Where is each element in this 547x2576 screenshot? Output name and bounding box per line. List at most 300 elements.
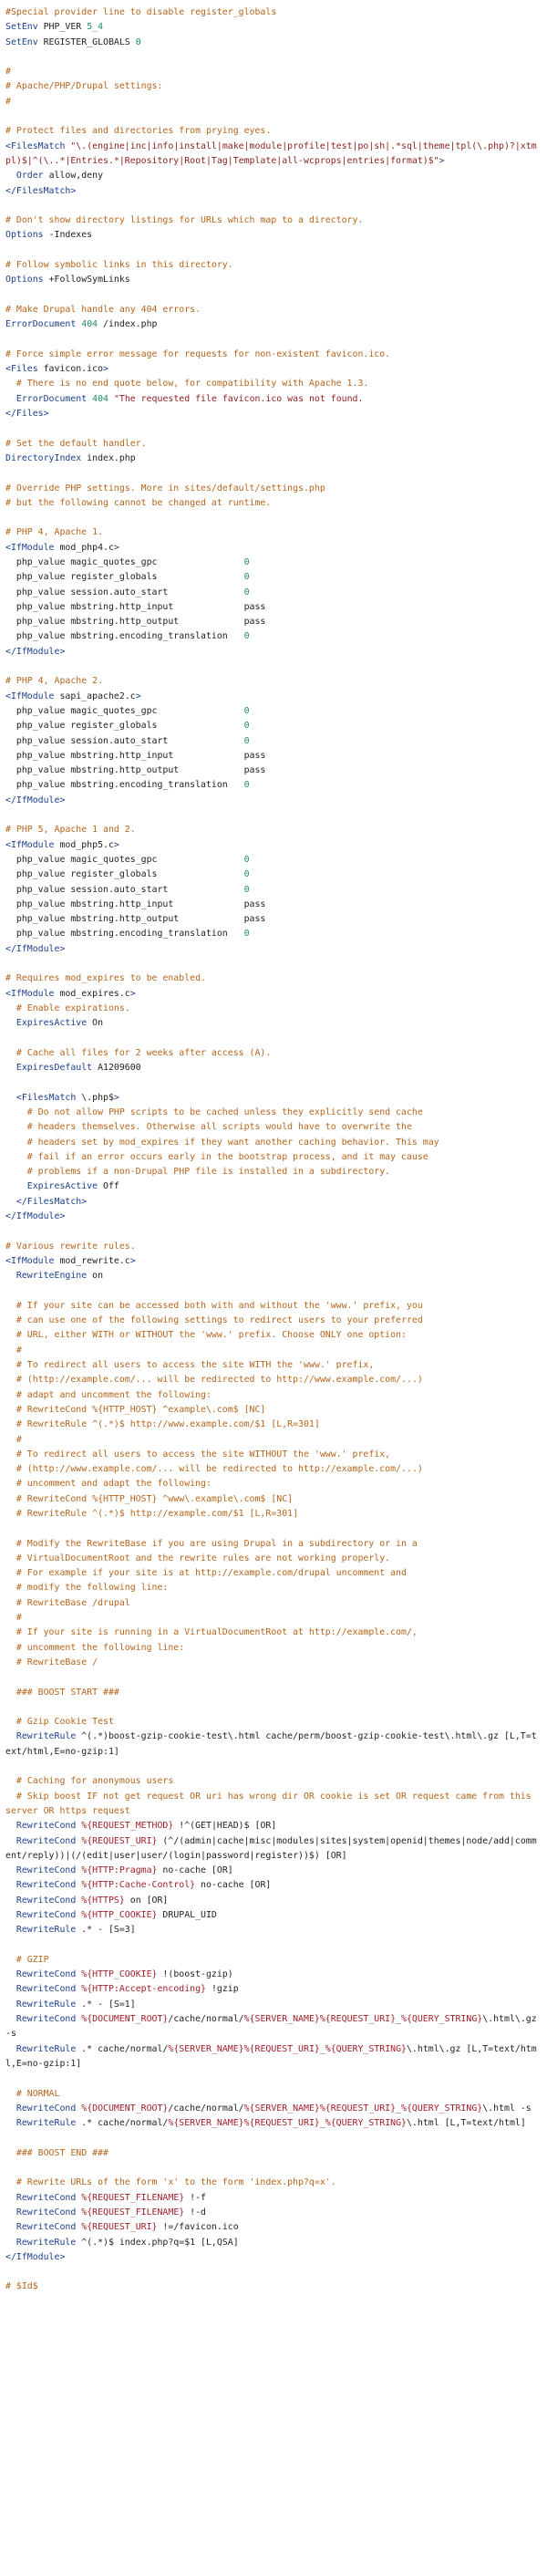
code-token-variable: %{REQUEST_METHOD} (81, 1821, 174, 1832)
code-token-text (5, 1539, 16, 1549)
code-token-directive: </IfModule> (5, 795, 66, 805)
code-line (5, 794, 542, 808)
code-token-directive: RewriteCond (15, 1895, 77, 1906)
code-token-text: php_value session.auto_start (5, 587, 244, 597)
code-token-variable: %{HTTP:Accept-encoding} (81, 1984, 206, 1995)
code-line (5, 541, 542, 556)
code-token-text (5, 1330, 16, 1340)
code-token-comment: # (15, 1434, 22, 1445)
code-token-directive: </IfModule> (5, 943, 66, 954)
code-line (5, 570, 542, 585)
code-token-directive: RewriteRule (15, 1999, 77, 2010)
code-token-text (5, 1984, 16, 1994)
code-token-string: "The requested file favicon.ico was not found. (113, 393, 364, 404)
code-token-comment: # problems if a non-Drupal PHP file is installed in a subdirectory. (26, 1167, 391, 1178)
code-token-directive: ExpiresDefault (15, 1063, 93, 1074)
code-line (5, 288, 542, 303)
code-line (5, 377, 542, 391)
code-token-comment: # Follow symbolic links in this directory. (5, 260, 233, 271)
code-token-comment: # uncomment the following line: (15, 1642, 185, 1653)
code-token-number: 0 (135, 36, 141, 47)
code-token-comment: # RewriteCond %{HTTP_HOST} ^www\.example\.com$ [NC] (15, 1493, 294, 1504)
code-line (5, 258, 542, 273)
code-token-text: .* cache/normal/ (76, 2118, 169, 2129)
code-token-text: REGISTER_GLOBALS (37, 36, 136, 47)
code-token-text (5, 1152, 27, 1162)
code-token-comment: # uncomment and adapt the following: (15, 1479, 212, 1490)
code-token-text: \.html\.gz [L,T=text/html,E=no-gzip:1] (5, 2043, 537, 2069)
code-line (5, 95, 542, 109)
code-token-text: allow,deny (43, 171, 104, 182)
code-line (5, 942, 542, 957)
code-token-text: ^(.*)boost-gzip-cookie-test\.html cache/perm/boost-gzip-cookie-test\.html\.gz [L,T=text/html,E=no-gzip:1] (5, 1731, 537, 1757)
code-line (5, 1626, 542, 1640)
code-token-text: /cache/normal/ (168, 2103, 244, 2114)
code-token-text (5, 1494, 16, 1504)
code-line (5, 1537, 542, 1552)
code-line (5, 140, 542, 170)
code-token-comment: # but the following cannot be changed at runtime. (5, 497, 272, 508)
code-line (5, 629, 542, 644)
code-token-text (5, 1969, 16, 1979)
code-token-text: sapi_apache2.c (54, 691, 136, 701)
code-token-text (5, 1435, 16, 1445)
code-token-comment: # NORMAL (15, 2088, 60, 2099)
code-token-text (5, 1390, 16, 1400)
code-token-text (5, 1731, 16, 1741)
code-line (5, 1195, 542, 1210)
code-token-comment: # Protect files and directories from prying eyes. (5, 126, 272, 137)
code-token-variable: %{QUERY_STRING} (401, 2103, 483, 2114)
code-token-directive: > (113, 542, 119, 553)
code-token-comment: # (15, 1345, 22, 1356)
code-line (5, 1299, 542, 1314)
code-token-text (5, 1598, 16, 1608)
code-token-text: php_value session.auto_start (5, 884, 244, 895)
code-line (5, 20, 542, 35)
code-line (5, 645, 542, 660)
code-token-text (5, 1613, 16, 1623)
code-token-variable: %{HTTP:Cache-Control} (81, 1880, 196, 1891)
code-token-text: mod_rewrite.c (54, 1255, 130, 1266)
code-token-number: 0 (243, 884, 250, 895)
code-token-text: Off (98, 1181, 119, 1192)
code-line (5, 1418, 542, 1432)
code-token-directive: </IfModule> (5, 1211, 66, 1222)
code-token-text: php_value register_globals (5, 869, 244, 880)
code-token-directive: <IfModule (5, 691, 55, 701)
code-token-directive: </FilesMatch> (15, 1196, 88, 1207)
code-token-directive: </IfModule> (5, 2251, 66, 2262)
code-token-text (5, 2103, 16, 2114)
code-line (5, 2250, 542, 2265)
code-token-comment: # Make Drupal handle any 404 errors. (5, 304, 201, 315)
code-token-text: no-cache [OR] (157, 1865, 233, 1876)
code-token-comment: # Enable expirations. (15, 1002, 130, 1013)
code-token-comment: # To redirect all users to access the site WITH the 'www.' prefix, (15, 1360, 375, 1371)
code-line (5, 1790, 542, 1820)
code-token-directive: RewriteCond (15, 1821, 77, 1832)
code-token-variable: %{HTTP_COOKIE} (81, 1910, 158, 1920)
code-line (5, 853, 542, 867)
code-line (5, 2087, 542, 2102)
code-token-comment: # Various rewrite rules. (5, 1241, 136, 1252)
code-line (5, 1031, 542, 1045)
code-token-text (5, 2148, 16, 2158)
code-token-directive: RewriteRule (15, 2043, 77, 2054)
code-token-text (5, 1048, 16, 1058)
code-token-directive: <IfModule (5, 988, 55, 999)
code-line (5, 1002, 542, 1016)
code-token-directive: Options (5, 275, 44, 286)
code-token-text (5, 1360, 16, 1370)
code-token-text (5, 1910, 16, 1920)
code-line (5, 1864, 542, 1878)
code-token-comment: ### BOOST START ### (15, 1687, 119, 1698)
code-line (5, 2146, 542, 2161)
code-token-number: 0 (243, 721, 250, 732)
code-line (5, 719, 542, 733)
code-token-comment: # Override PHP settings. More in sites/default/settings.php (5, 483, 325, 493)
code-token-text (5, 1315, 16, 1325)
code-token-text (5, 379, 16, 389)
code-line (5, 2236, 542, 2250)
code-line (5, 65, 542, 79)
code-token-comment: # Cache all files for 2 weeks after access (A). (15, 1047, 272, 1058)
code-token-comment: # (5, 96, 11, 107)
code-line (5, 1240, 542, 1254)
code-line (5, 1834, 542, 1864)
code-token-variable: %{SERVER_NAME} (168, 2118, 244, 2129)
code-token-text: php_value magic_quotes_gpc (5, 854, 244, 865)
code-line (5, 1611, 542, 1626)
code-token-text (5, 2207, 16, 2218)
code-line (5, 2161, 542, 2176)
code-token-number: 0 (243, 631, 250, 642)
code-line (5, 1566, 542, 1581)
code-token-comment: # URL, either WITH or WITHOUT the 'www.' prefix. Choose ONLY one option: (15, 1330, 407, 1341)
code-token-comment: # RewriteBase /drupal (15, 1597, 130, 1608)
code-token-comment: # adapt and uncomment the following: (15, 1389, 212, 1400)
code-line (5, 392, 542, 407)
code-token-comment: # headers themselves. Otherwise all scripts would have to overwrite the (26, 1122, 412, 1133)
code-token-text (5, 1657, 16, 1667)
code-token-number: 0 (243, 705, 250, 716)
code-token-text: php_value session.auto_start (5, 735, 244, 746)
code-line (5, 1938, 542, 1953)
code-line (5, 2265, 542, 2280)
code-token-comment: # $Id$ (5, 2281, 38, 2292)
code-token-directive: RewriteCond (15, 2207, 77, 2218)
code-token-directive: <Files (5, 364, 38, 375)
code-line (5, 704, 542, 719)
code-line (5, 273, 542, 287)
code-token-comment: # There is no end quote below, for compatibility with Apache 1.3. (15, 379, 369, 390)
code-token-text: php_value register_globals (5, 721, 244, 732)
code-token-text (5, 1093, 16, 1103)
code-line (5, 1522, 542, 1536)
code-token-text: php_value magic_quotes_gpc (5, 705, 244, 716)
code-line (5, 674, 542, 689)
code-token-text: ^(.*)$ index.php?q=$1 [L,QSA] (76, 2237, 239, 2248)
code-token-variable: %{SERVER_NAME} (243, 2103, 320, 2114)
code-token-text (5, 2118, 16, 2128)
code-line (5, 1715, 542, 1729)
code-line (5, 1552, 542, 1566)
code-token-text (5, 1717, 16, 1727)
code-token-text: index.php (81, 452, 136, 463)
code-line (5, 1760, 542, 1774)
code-token-directive: RewriteCond (15, 1880, 77, 1891)
code-token-text (5, 1301, 16, 1311)
code-line (5, 600, 542, 615)
code-token-number: 0 (243, 780, 250, 791)
code-token-directive: ExpiresActive (26, 1181, 98, 1192)
code-line (5, 124, 542, 139)
code-line (5, 1819, 542, 1833)
code-line (5, 1358, 542, 1373)
code-token-text (5, 1568, 16, 1578)
code-line (5, 1136, 542, 1150)
code-line (5, 1982, 542, 1997)
code-token-directive: RewriteCond (15, 1984, 77, 1995)
code-token-text: on (87, 1271, 104, 1282)
code-line (5, 1462, 542, 1477)
code-line (5, 2191, 542, 2206)
code-line (5, 1120, 542, 1135)
code-token-text (5, 1181, 27, 1191)
code-token-directive: RewriteCond (15, 1910, 77, 1920)
code-token-text: _ (396, 2014, 402, 2025)
code-token-directive: SetEnv (5, 22, 38, 33)
code-token-directive: <IfModule (5, 839, 55, 850)
code-line (5, 496, 542, 511)
code-token-comment: # modify the following line: (15, 1583, 169, 1594)
code-line (5, 1894, 542, 1908)
code-line (5, 690, 542, 704)
code-line (5, 348, 542, 362)
code-token-directive: RewriteCond (15, 1969, 77, 1980)
code-token-text: php_value mbstring.encoding_translation (5, 929, 244, 940)
code-line (5, 511, 542, 525)
code-token-comment: # Do not allow PHP scripts to be cached unless they explicitly send cache (26, 1106, 423, 1117)
code-token-text (5, 1925, 16, 1935)
code-token-text (5, 2177, 16, 2187)
code-token-variable: %{QUERY_STRING} (325, 2118, 407, 2129)
code-token-directive: RewriteCond (15, 1865, 77, 1876)
code-line (5, 1448, 542, 1462)
code-token-text (5, 1018, 16, 1028)
code-token-comment: # Rewrite URLs of the form 'x' to the form 'index.php?q=x'. (15, 2177, 336, 2188)
code-token-directive: <FilesMatch (15, 1092, 77, 1103)
code-token-text: !-f (184, 2192, 206, 2203)
code-token-text: on [OR] (124, 1895, 169, 1906)
code-token-comment: # RewriteCond %{HTTP_HOST} ^example\.com$ [NC] (15, 1404, 266, 1415)
code-token-number: 404 (92, 393, 108, 404)
code-line (5, 362, 542, 377)
code-line (5, 2072, 542, 2086)
code-token-text: _ (396, 2103, 402, 2114)
code-line (5, 1596, 542, 1611)
code-token-variable: %{HTTP:Pragma} (81, 1865, 158, 1876)
code-line (5, 1998, 542, 2012)
code-token-text (5, 2193, 16, 2203)
code-line (5, 1656, 542, 1670)
code-line (5, 586, 542, 600)
code-line (5, 1179, 542, 1194)
code-token-comment: # For example if your site is at http://example.com/drupal uncomment and (15, 1568, 407, 1579)
code-token-variable: %{QUERY_STRING} (401, 2014, 483, 2025)
code-line (5, 421, 542, 436)
code-token-comment: # Requires mod_expires to be enabled. (5, 973, 206, 984)
code-token-number: 0 (243, 929, 250, 940)
code-token-text (5, 1405, 16, 1415)
code-line (5, 2280, 542, 2294)
code-token-text (5, 394, 16, 404)
code-token-comment: #Special provider line to disable register_globals (5, 7, 277, 17)
code-token-directive: RewriteCond (15, 2222, 77, 2233)
code-token-text (5, 2044, 16, 2054)
code-token-text: favicon.ico (37, 364, 104, 375)
code-token-directive: SetEnv (5, 36, 38, 47)
code-line (5, 1373, 542, 1387)
code-line (5, 1878, 542, 1893)
code-token-directive: RewriteCond (15, 2103, 77, 2114)
code-token-text (5, 1627, 16, 1637)
code-line (5, 898, 542, 912)
code-line (5, 2206, 542, 2220)
code-line (5, 1670, 542, 1685)
code-token-text (5, 1688, 16, 1698)
code-token-directive: </FilesMatch> (5, 185, 77, 196)
code-token-text: A1209600 (92, 1063, 141, 1074)
code-line (5, 1433, 542, 1448)
code-token-variable: %{REQUEST_FILENAME} (81, 2192, 185, 2203)
code-token-directive: RewriteRule (15, 1731, 77, 1742)
code-token-text (5, 1583, 16, 1593)
code-token-variable: %{QUERY_STRING} (325, 2043, 407, 2054)
code-token-text (5, 171, 16, 181)
code-token-number: 0 (243, 735, 250, 746)
code-token-text: php_value mbstring.http_input pass (5, 601, 266, 612)
code-line (5, 36, 542, 50)
code-token-variable: %{DOCUMENT_ROOT} (81, 2103, 169, 2114)
code-token-directive: > (113, 839, 119, 850)
code-line (5, 525, 542, 540)
code-token-text: +FollowSymLinks (43, 275, 130, 286)
code-line (5, 957, 542, 971)
code-line (5, 912, 542, 927)
code-line (5, 1224, 542, 1239)
code-token-text (5, 1003, 16, 1013)
code-line (5, 1492, 542, 1507)
code-line (5, 1075, 542, 1090)
code-token-comment: # PHP 5, Apache 1 and 2. (5, 825, 136, 836)
code-token-text (5, 1896, 16, 1906)
code-line (5, 1150, 542, 1165)
code-line (5, 1106, 542, 1120)
code-token-text: php_value register_globals (5, 572, 244, 583)
code-line (5, 660, 542, 674)
code-token-directive: </Files> (5, 409, 49, 420)
code-token-comment: # Caching for anonymous users (15, 1776, 174, 1787)
code-token-directive: > (439, 155, 445, 166)
code-token-text (5, 1955, 16, 1965)
code-token-directive: RewriteCond (15, 1835, 77, 1846)
code-token-string: "\.(engine|inc|info|install|make|module|profile|test|po|sh|.*sql|theme|tpl(\.php)?|xtmpl)$|^(\..*|Entries.*|Repository|Root|Tag|Template|all-wcprops|entries|format)$" (5, 140, 537, 166)
code-line (5, 2102, 542, 2116)
code-line (5, 2012, 542, 2042)
code-token-number: 0 (243, 869, 250, 880)
code-token-directive: <IfModule (5, 1255, 55, 1266)
code-token-text (5, 1509, 16, 1519)
code-line (5, 1953, 542, 1968)
code-token-text (5, 1553, 16, 1563)
code-token-directive: > (135, 691, 141, 701)
code-line (5, 437, 542, 452)
code-line (5, 1314, 542, 1328)
code-token-text (5, 1419, 16, 1429)
code-line (5, 79, 542, 94)
code-line (5, 987, 542, 1002)
code-token-text: php_value mbstring.encoding_translation (5, 631, 244, 642)
code-token-text (5, 1063, 16, 1073)
code-token-comment: # (http://example.com/... will be redirected to http://www.example.com/...) (15, 1375, 423, 1386)
code-token-text: \.html [L,T=text/html] (406, 2118, 526, 2129)
code-line (5, 2116, 542, 2131)
code-token-text (5, 1880, 16, 1890)
code-token-directive: RewriteCond (15, 2014, 77, 2025)
code-token-variable: %{REQUEST_URI} (319, 2103, 397, 2114)
code-line (5, 763, 542, 778)
code-line (5, 1046, 542, 1061)
code-token-text: .* cache/normal/ (76, 2043, 169, 2054)
code-token-text: !-d (184, 2207, 206, 2218)
code-token-directive: RewriteRule (15, 1925, 77, 1936)
code-token-text (5, 1479, 16, 1489)
code-token-comment: # To redirect all users to access the site WITHOUT the 'www.' prefix, (15, 1449, 391, 1459)
code-line (5, 838, 542, 853)
code-token-text: \.html -s (482, 2103, 532, 2114)
code-line (5, 971, 542, 986)
code-line (5, 303, 542, 317)
code-line (5, 5, 542, 20)
code-token-directive: RewriteCond (15, 2192, 77, 2203)
code-token-comment: # Apache/PHP/Drupal settings: (5, 81, 163, 92)
code-token-text: php_value mbstring.http_input pass (5, 750, 266, 761)
code-token-text: !(boost-gzip) (157, 1969, 233, 1980)
code-token-comment: # (5, 67, 11, 78)
code-token-text (5, 1776, 16, 1786)
code-line (5, 2176, 542, 2190)
code-token-text: /index.php (98, 319, 158, 330)
code-line (5, 1507, 542, 1522)
code-line (5, 317, 542, 332)
code-line (5, 615, 542, 629)
code-line (5, 1581, 542, 1595)
code-token-comment: # If your site can be accessed both with and without the 'www.' prefix, you (15, 1300, 423, 1311)
code-token-text (5, 1197, 16, 1207)
code-token-directive: ErrorDocument (15, 393, 88, 404)
code-token-directive: > (113, 1092, 119, 1103)
code-token-text (5, 1643, 16, 1653)
code-token-variable: %{REQUEST_URI} (243, 2118, 320, 2129)
code-line (5, 1729, 542, 1760)
code-token-text (5, 2000, 16, 2010)
code-token-text (5, 1137, 27, 1148)
code-token-text (5, 1167, 27, 1177)
code-token-variable: %{REQUEST_URI} (81, 1835, 158, 1846)
